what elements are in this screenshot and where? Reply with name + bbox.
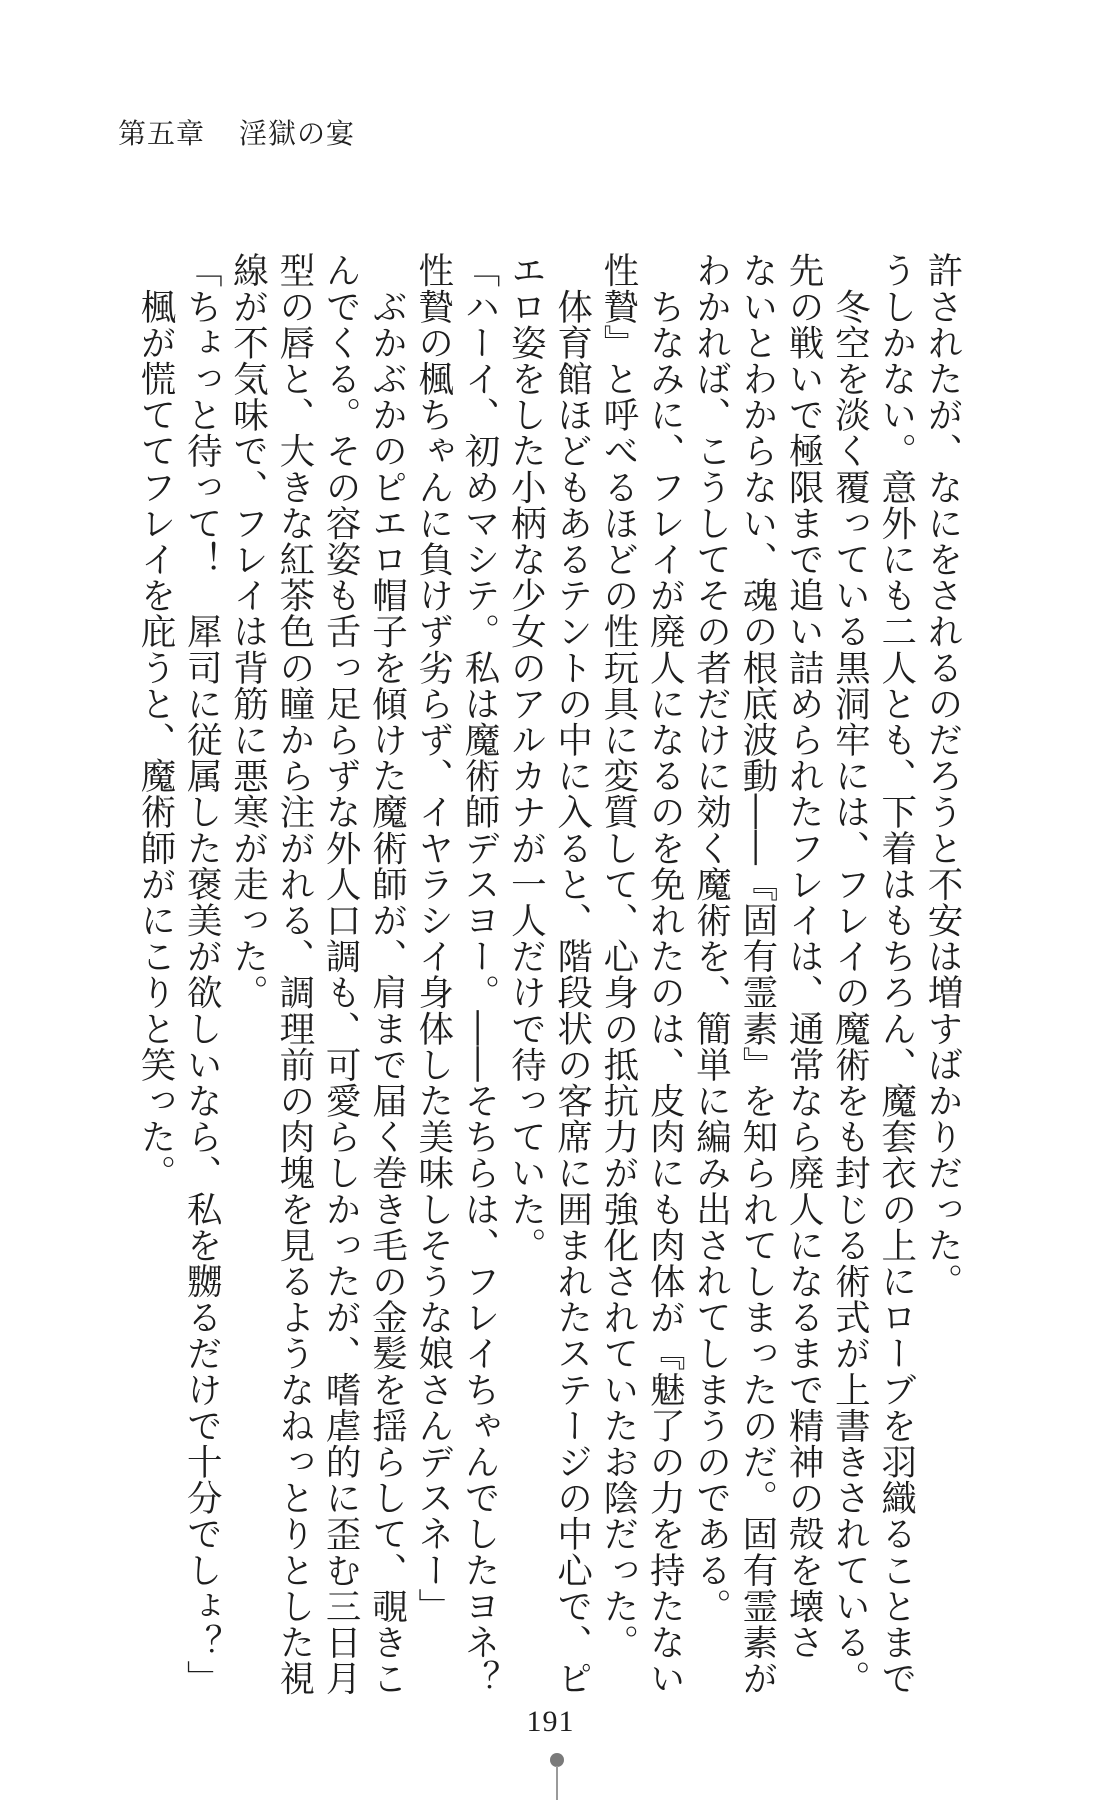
text-line: 冬空を淡く覆っている黒洞牢には、フレイの魔術をも封じる術式が上書きされている。 bbox=[829, 252, 871, 1696]
folio-dot-ornament bbox=[550, 1753, 564, 1767]
text-line: ちなみに、フレイが廃人になるのを免れたのは、皮肉にも肉体が『魅了の力を持たない bbox=[644, 252, 686, 1696]
text-line: 線が不気味で、フレイは背筋に悪寒が走った。 bbox=[227, 252, 269, 1011]
text-line: 「ちょっと待って！ 犀司に従属した褒美が欲しいなら、私を嬲るだけで十分でしょ？」 bbox=[181, 252, 223, 1696]
text-line: ないとわからない、魂の根底波動――『固有霊素』を知られてしまったのだ。固有霊素が bbox=[736, 252, 778, 1696]
body-text bbox=[132, 252, 965, 1696]
running-head bbox=[118, 112, 355, 152]
text-line: 体育館ほどもあるテントの中に入ると、階段状の客席に囲まれたステージの中心で、ピ bbox=[551, 252, 593, 1696]
text-line: 楓が慌ててフレイを庇うと、魔術師がにこりと笑った。 bbox=[134, 252, 176, 1191]
text-line: わかれば、こうしてその者だけに効く魔術を、簡単に編み出されてしまうのである。 bbox=[690, 252, 732, 1624]
chapter-number: 第五章 bbox=[118, 117, 206, 150]
text-line: 型の唇と、大きな紅茶色の瞳から注がれる、調理前の肉塊を見るようなねっとりとした視 bbox=[273, 252, 315, 1696]
text-line: うしかない。意外にも二人とも、下着はもちろん、魔套衣の上にローブを羽織ることまで bbox=[875, 252, 917, 1696]
text-line: エロ姿をした小柄な少女のアルカナが一人だけで待っていた。 bbox=[505, 252, 547, 1263]
text-line: んでくる。その容姿も舌っ足らずな外人口調も、可愛らしかったが、嗜虐的に歪む三日月 bbox=[320, 252, 362, 1696]
text-line: ぶかぶかのピエロ帽子を傾けた魔術師が、肩まで届く巻き毛の金髪を揺らして、覗きこ bbox=[366, 252, 408, 1696]
page-number: 191 bbox=[526, 1705, 575, 1738]
chapter-title: 淫獄の宴 bbox=[239, 117, 356, 150]
text-line: 「ハーイ、初めマシテ。私は魔術師デスヨー。――そちらは、フレイちゃんでしたヨネ？ bbox=[459, 252, 501, 1696]
text-line: 性贄の楓ちゃんに負けず劣らず、イヤラシイ身体した美味しそうな娘さんデスネー」 bbox=[412, 252, 454, 1624]
folio-rule-ornament bbox=[556, 1766, 558, 1800]
text-line: 性贄』と呼べるほどの性玩具に変質して、心身の抵抗力が強化されていたお陰だった。 bbox=[597, 252, 639, 1660]
text-line: 許されたが、なにをされるのだろうと不安は増すばかりだった。 bbox=[922, 252, 963, 1299]
text-line: 先の戦いで極限まで追い詰められたフレイは、通常なら廃人になるまで精神の殻を壊さ bbox=[783, 252, 825, 1660]
